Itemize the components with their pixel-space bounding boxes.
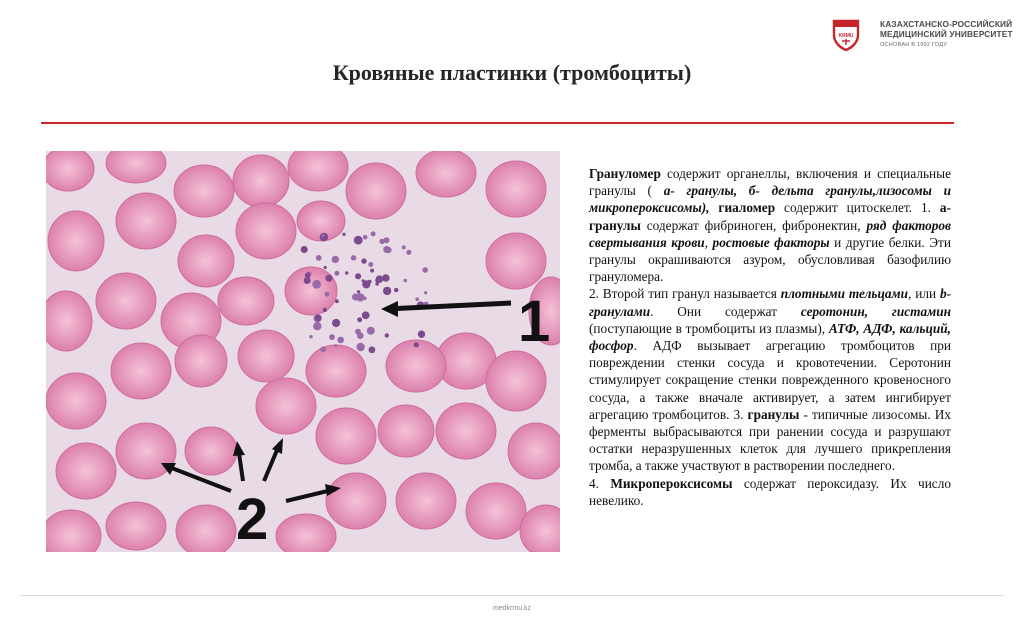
platelet bbox=[329, 334, 335, 340]
platelet bbox=[361, 258, 366, 263]
red-blood-cell bbox=[396, 473, 456, 529]
text-run: 4. bbox=[589, 475, 611, 491]
text-run: содержат пероксидазу. Их число невелико. bbox=[589, 475, 951, 508]
red-blood-cell bbox=[486, 351, 546, 411]
platelet bbox=[354, 236, 363, 245]
platelet bbox=[415, 297, 419, 301]
bold-italic-term: ростовые факторы bbox=[712, 234, 830, 250]
paragraph-3 bbox=[589, 475, 951, 509]
label-2: 2 bbox=[236, 487, 269, 552]
text-run: содержит органеллы, включения и специальные гранулы ( bbox=[589, 166, 951, 199]
footer-divider bbox=[20, 595, 1004, 596]
platelet bbox=[367, 327, 375, 335]
platelet bbox=[342, 233, 345, 236]
text-run: содержит цитоскелет. 1. bbox=[775, 200, 940, 216]
red-blood-cell bbox=[326, 473, 386, 529]
bold-italic-term: b-гранулами bbox=[589, 286, 952, 319]
platelet bbox=[424, 291, 427, 294]
platelet bbox=[356, 293, 364, 301]
platelet bbox=[325, 292, 330, 297]
platelet bbox=[305, 272, 311, 278]
footer-site: medkrmu.kz bbox=[492, 605, 532, 612]
platelet bbox=[363, 235, 368, 240]
platelet bbox=[402, 245, 406, 249]
text-run: содержат фибриноген, фибронектин, bbox=[640, 217, 867, 233]
red-blood-cell bbox=[46, 373, 106, 429]
bold-italic-term: серотонин, гистамин bbox=[800, 303, 951, 319]
platelet bbox=[357, 290, 360, 293]
platelet bbox=[309, 335, 312, 338]
red-blood-cell bbox=[436, 403, 496, 459]
platelet bbox=[334, 271, 339, 276]
platelet bbox=[376, 275, 384, 283]
red-blood-cell bbox=[218, 277, 274, 325]
platelet bbox=[362, 280, 370, 288]
text-run: (поступающие в тромбоциты из плазмы), bbox=[589, 320, 829, 336]
platelet bbox=[324, 266, 327, 269]
bold-italic-term: плотными тельцами bbox=[780, 286, 909, 302]
platelet bbox=[394, 288, 398, 292]
platelet bbox=[385, 333, 389, 337]
university-name-line1: КАЗАХСТАНСКО-РОССИЙСКИЙ bbox=[880, 19, 1013, 29]
red-blood-cell bbox=[116, 193, 176, 249]
platelet bbox=[383, 246, 390, 253]
platelet bbox=[418, 331, 425, 338]
red-blood-cell bbox=[416, 151, 476, 197]
platelet bbox=[320, 233, 329, 242]
platelet bbox=[383, 287, 391, 295]
platelet bbox=[357, 317, 362, 322]
slide-title: Кровяные пластинки (тромбоциты) bbox=[332, 60, 692, 85]
university-founded: ОСНОВАН В 1992 ГОДУ bbox=[880, 42, 948, 48]
bold-italic-term: АТФ, АДФ, кальций, фосфор bbox=[589, 320, 951, 354]
platelet bbox=[357, 332, 364, 339]
red-blood-cell bbox=[508, 423, 560, 479]
red-blood-cell bbox=[306, 345, 366, 397]
platelet bbox=[355, 273, 361, 279]
paragraph-1 bbox=[589, 165, 951, 285]
university-name-line2: МЕДИЦИНСКИЙ УНИВЕРСИТЕТ bbox=[880, 29, 1013, 39]
platelet bbox=[315, 315, 322, 322]
description-text bbox=[589, 165, 951, 509]
platelet bbox=[371, 231, 376, 236]
logo-text: KRMU bbox=[838, 33, 854, 39]
label-1: 1 bbox=[518, 289, 551, 354]
bold-term: гиаломер bbox=[718, 200, 776, 216]
platelet bbox=[323, 308, 327, 312]
text-run: и другие белки. Эти гранулы окрашиваются азуром, обусловливая базофилию грануломера. bbox=[589, 234, 951, 285]
red-blood-cell bbox=[238, 330, 294, 382]
red-blood-cell bbox=[233, 155, 289, 207]
text-run: 2. Второй тип гранул называется bbox=[589, 286, 781, 302]
bold-term: Микропероксисомы bbox=[610, 475, 733, 491]
platelet bbox=[345, 271, 348, 274]
platelet bbox=[301, 246, 308, 253]
platelet bbox=[382, 274, 390, 282]
platelet bbox=[375, 282, 379, 286]
red-blood-cell bbox=[378, 405, 434, 457]
red-blood-cell bbox=[486, 161, 546, 217]
text-run: . АДФ вызывает агрегацию тромбоцитов при повреждении стенки сосуда и кровотечении. Серотонин стимулирует сокращение стенки поврежденного кровеносного сосуда, а также вначале активирует, а затем ингибирует агрегацию тромбоцитов. 3. bbox=[589, 338, 951, 422]
red-blood-cell bbox=[48, 211, 104, 271]
title-underline bbox=[41, 122, 954, 124]
university-name bbox=[880, 19, 1020, 48]
platelet bbox=[404, 279, 408, 283]
red-blood-cell bbox=[178, 235, 234, 287]
platelet bbox=[370, 269, 374, 273]
red-blood-cell bbox=[276, 514, 336, 552]
red-blood-cell bbox=[466, 483, 526, 539]
platelet bbox=[362, 311, 370, 319]
red-blood-cell bbox=[106, 502, 166, 550]
paragraph-2 bbox=[589, 285, 951, 474]
red-blood-cell bbox=[185, 427, 237, 475]
platelet bbox=[406, 250, 411, 255]
platelet bbox=[313, 322, 321, 330]
red-blood-cell bbox=[96, 273, 156, 329]
red-blood-cell bbox=[386, 340, 446, 392]
red-blood-cell bbox=[56, 443, 116, 499]
red-blood-cell bbox=[316, 408, 376, 464]
platelet bbox=[335, 299, 339, 303]
bold-italic-term: а- гранулы, б- дельта гранулы,лизосомы и микропероксисомы), bbox=[589, 183, 951, 216]
red-blood-cell bbox=[486, 233, 546, 289]
platelet bbox=[414, 342, 419, 347]
text-run: . Они содержат bbox=[650, 303, 801, 319]
text-run: , или bbox=[908, 286, 940, 302]
platelet bbox=[369, 346, 376, 353]
platelet bbox=[312, 280, 321, 289]
bold-italic-term: ряд факторов свертывания крови bbox=[589, 217, 952, 250]
platelet bbox=[320, 347, 326, 353]
university-logo bbox=[829, 18, 863, 52]
bold-term: Грануломер bbox=[589, 166, 661, 181]
red-blood-cell bbox=[236, 203, 296, 259]
blood-smear-micrograph bbox=[46, 151, 560, 552]
platelet bbox=[334, 344, 337, 347]
red-blood-cell bbox=[176, 505, 236, 552]
platelet bbox=[332, 319, 340, 327]
platelet bbox=[379, 239, 384, 244]
platelet bbox=[321, 234, 324, 237]
bold-term: гранулы bbox=[747, 406, 800, 422]
bold-term: а-гранулы bbox=[589, 200, 951, 233]
red-blood-cell bbox=[175, 335, 227, 387]
red-blood-cell bbox=[346, 163, 406, 219]
red-blood-cell bbox=[111, 343, 171, 399]
red-blood-cell bbox=[174, 165, 234, 217]
platelet bbox=[422, 267, 428, 273]
platelet bbox=[332, 256, 339, 263]
text-run: - типичные лизосомы. Их ферменты выбрасываются при ранении сосуда и разрушают остатки неразрушенных клеток для лучшего прикрепления тромба, а также участвуют в растворении последнего. bbox=[589, 406, 951, 474]
platelet bbox=[316, 255, 322, 261]
platelet bbox=[368, 262, 373, 267]
platelet bbox=[351, 255, 356, 260]
platelet bbox=[356, 343, 364, 351]
platelet bbox=[325, 275, 332, 282]
red-blood-cell bbox=[46, 291, 92, 351]
text-run: , bbox=[704, 234, 713, 250]
platelet bbox=[337, 337, 344, 344]
red-blood-cell bbox=[256, 378, 316, 434]
